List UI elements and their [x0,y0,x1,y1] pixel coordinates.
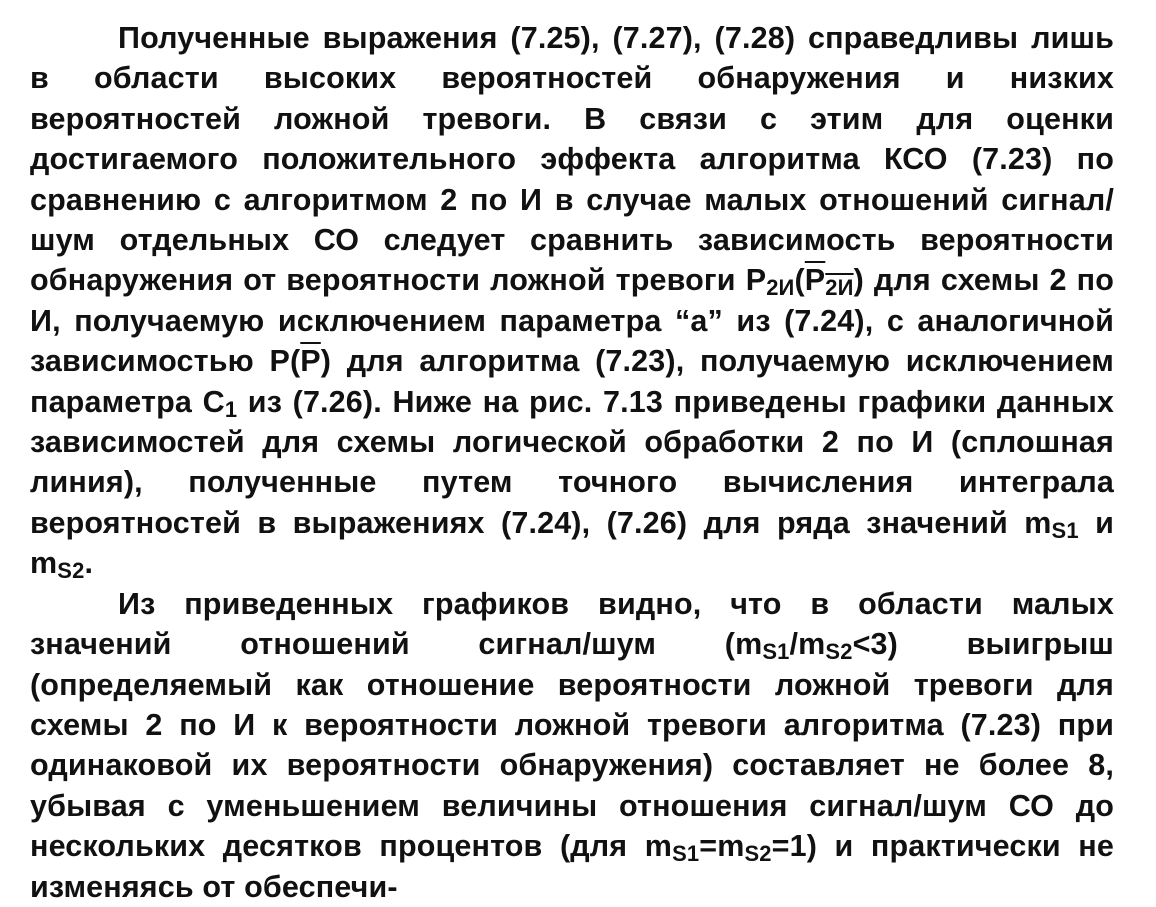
formula-symbol: P [804,263,826,298]
formula-subscript: 1 [224,396,238,422]
formula-ms2 [30,546,85,584]
formula-ms1-over-ms2 [735,627,853,664]
formula-symbol: m [644,829,673,864]
formula-c1 [202,384,238,422]
formula-p2i-of-p2i [745,263,864,301]
document-page [30,18,1114,907]
formula-symbol: C [202,384,225,419]
formula-ms1-equals-ms2 [644,829,772,866]
paragraph-text: для схемы 2 по И, получаемую исключением параметра “a” из (7.24), с аналогичной зависимостью [30,263,1114,379]
paragraph-text: =1) и практически не изменяясь от обеспечи- [30,829,1114,904]
formula-symbol: m [30,546,58,581]
formula-symbol: ) [853,263,864,298]
formula-subscript: S2 [57,558,85,584]
paragraph-text: Из приведенных графиков видно, что в области малых значений отношений сигнал/шум ( [30,586,1114,662]
paragraph-text: <3) выигрыш (определяемый как отношение вероятности ложной тревоги для схемы 2 по И к вероятности ложной тревоги алгоритма (7.23) при одинаковой их вероятности обнаружения) составляет не более 8, убывая с уменьшением величины отношения сигнал/шум СО до нескольких десятков процентов (для [30,627,1114,864]
formula-subscript: S1 [1051,517,1079,543]
formula-symbol: = [699,829,718,864]
formula-symbol: P [745,263,767,298]
formula-subscript: S2 [825,638,853,664]
paragraph-text: Полученные выражения (7.25), (7.27), (7.28) справедливы лишь в области высоких вероятностей обнаружения и низких вероятностей ложной тревоги. В связи с этим для оценки достигаемого положительного эффекта алгоритма КСО (7.23) по сравнению с алгоритмом 2 по И в случае малых отношений сигнал/шум отдельных СО следует сравнить зависимость вероятности обнаружения от вероятности ложной тревоги [30,21,1114,298]
paragraph-2 [30,584,1114,907]
formula-symbol: ) [320,344,332,379]
formula-symbol: m [735,627,763,662]
formula-symbol: m [1024,505,1052,540]
formula-symbol: m [798,627,826,662]
formula-p-of-p [269,344,331,378]
formula-subscript: 2И [825,275,854,301]
paragraph-1 [30,18,1114,584]
paragraph-text: и [1078,505,1114,540]
formula-overlined-symbol [804,263,854,301]
formula-ms1 [1024,505,1079,543]
paragraph-text: для алгоритма (7.23), получаемую исключением параметра [30,344,1114,419]
paragraph-text: . [84,546,94,581]
formula-symbol: ( [794,263,805,298]
formula-subscript: S1 [762,638,790,664]
formula-symbol: / [789,627,799,662]
formula-symbol: P( [269,344,301,379]
formula-subscript: S1 [672,840,700,866]
formula-subscript: 2И [766,275,795,301]
formula-overlined-symbol: $\overline{P}$ [300,344,321,379]
paragraph-text: из (7.26). Ниже на рис. 7.13 приведены графики данных зависимостей для схемы логической обработки 2 по И (сплошная линия), полученные путем точного вычисления интеграла вероятностей в выражениях (7.24), (7.26) для ряда значений [30,384,1115,540]
formula-symbol: m [717,829,745,864]
formula-subscript: S2 [744,840,772,866]
